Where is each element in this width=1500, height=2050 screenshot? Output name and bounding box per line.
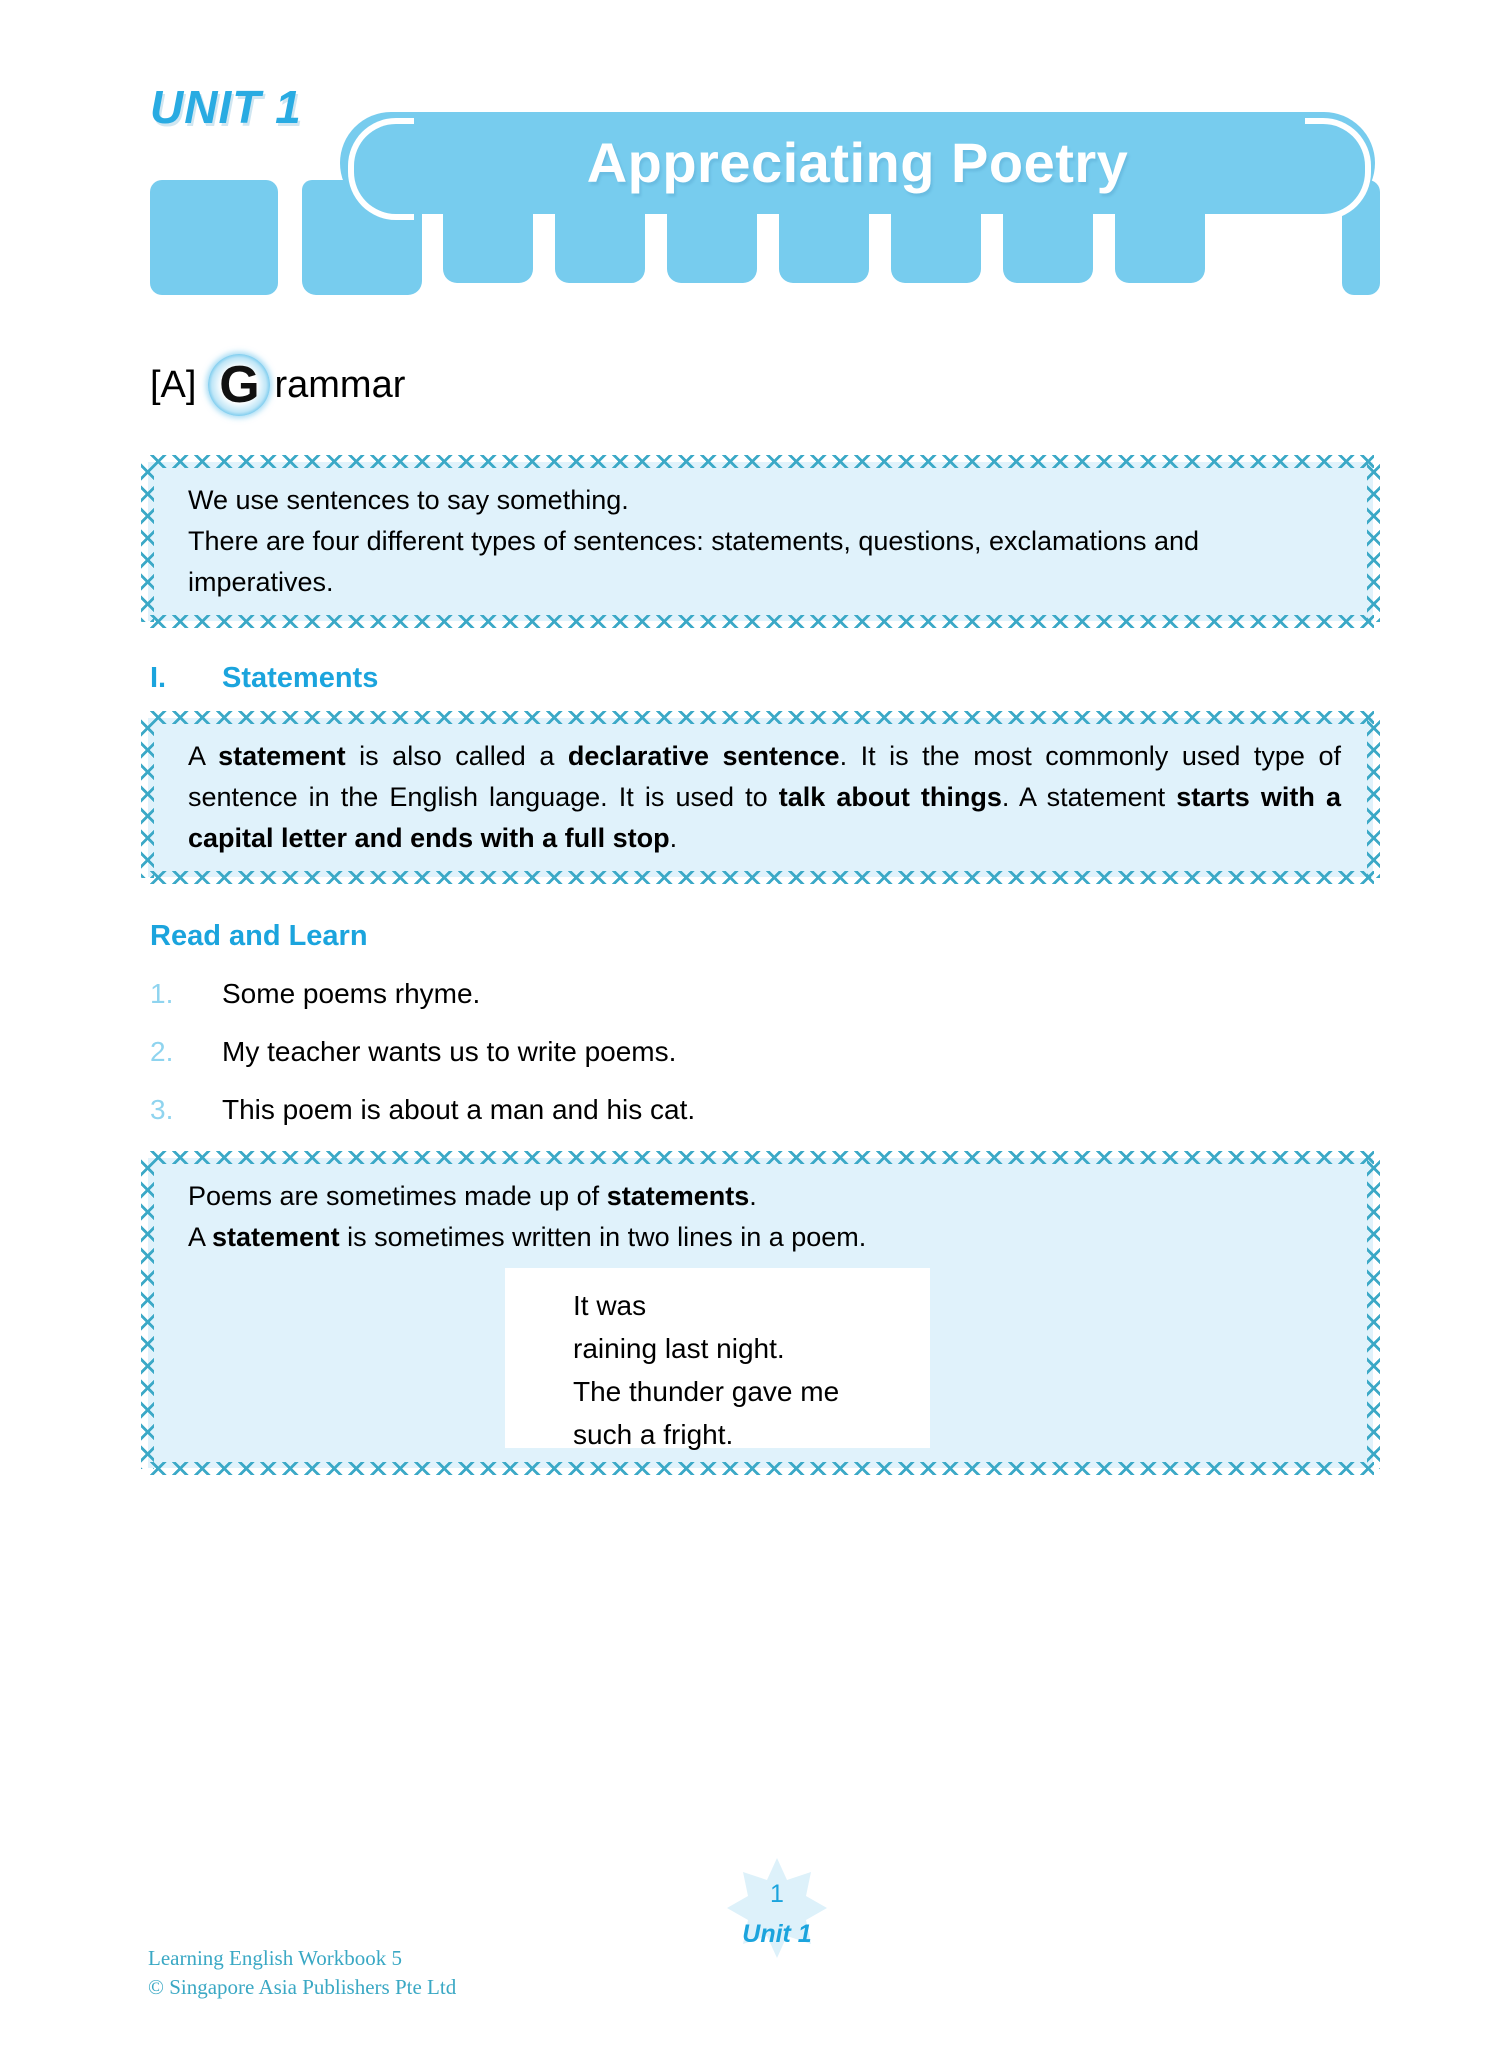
section-a-label: rammar (274, 363, 406, 406)
intro-line-1: We use sentences to say something. (188, 485, 629, 515)
zigzag-edge-left (141, 461, 154, 622)
page-title: Appreciating Poetry (586, 131, 1129, 194)
poems-l1-pre: Poems are sometimes made up of (188, 1181, 607, 1211)
section-number: I. (150, 662, 167, 694)
page-number-badge (697, 1858, 857, 1978)
badge-unit-label: Unit 1 (742, 1920, 812, 1948)
stmt-bold-2: declarative sentence (567, 741, 840, 771)
footer-copyright: © Singapore Asia Publishers Pte Ltd (148, 1975, 457, 1999)
list-item-text: My teacher wants us to write poems. (222, 1036, 677, 1067)
read-and-learn-heading: Read and Learn (150, 920, 368, 952)
grammar-badge-icon (208, 354, 270, 416)
list-item-number: 3. (150, 1094, 174, 1125)
stmt-part-3: . It is the most commonly used type of sentence in the English language. It is used to (188, 741, 1341, 812)
unit-label: UNIT 1 (150, 81, 302, 133)
list-item-text: This poem is about a man and his cat. (222, 1094, 696, 1125)
stmt-part-2: is also called a (345, 741, 568, 771)
page-header (150, 70, 1380, 315)
stmt-part-4: . A statement (1001, 782, 1177, 812)
zigzag-edge-right (1367, 1157, 1380, 1469)
read-and-learn-list (150, 978, 1150, 1152)
poems-l2-pre: A (188, 1222, 213, 1252)
badge-letter: G (219, 356, 260, 414)
stmt-bold-1: statement (218, 741, 346, 771)
footer-credit (148, 1944, 456, 2002)
poem-line: raining last night. (573, 1333, 785, 1364)
statements-info-box (148, 718, 1373, 877)
list-item (150, 1094, 1150, 1152)
list-item (150, 1036, 1150, 1094)
stmt-part-1: A (188, 741, 219, 771)
poems-l2-post: is sometimes written in two lines in a poem. (339, 1222, 867, 1252)
section-heading-statements: Statements (222, 662, 379, 694)
poem-excerpt-box (505, 1268, 930, 1448)
list-item-text: Some poems rhyme. (222, 978, 481, 1009)
section-a-heading (150, 355, 405, 415)
poem-line: The thunder gave me (573, 1376, 840, 1407)
list-item-number: 2. (150, 1036, 174, 1067)
poems-l2-bold: statement (212, 1222, 340, 1252)
section-letter: [A] (150, 363, 197, 406)
header-tab-block (150, 180, 278, 295)
poems-l1-bold: statements (606, 1181, 750, 1211)
statements-definition (188, 736, 1341, 859)
zigzag-edge-left (141, 717, 154, 878)
zigzag-edge-left (141, 1157, 154, 1469)
poems-line-1 (188, 1176, 1341, 1217)
stmt-bold-3: talk about things (778, 782, 1002, 812)
zigzag-edge-right (1367, 461, 1380, 622)
intro-line-2: There are four different types of sentences: statements, questions, exclamations and imperatives. (188, 526, 1200, 597)
stmt-part-5: . (669, 823, 678, 853)
list-item-number: 1. (150, 978, 174, 1009)
zigzag-edge-right (1367, 717, 1380, 878)
poem-line: It was (573, 1290, 647, 1321)
intro-info-box (148, 462, 1373, 621)
poem-line: such a fright. (573, 1419, 734, 1450)
stmt-bold-4: starts with a capital letter and ends with a full stop (188, 782, 1341, 853)
poems-l1-post: . (749, 1181, 757, 1211)
footer-book-title: Learning English Workbook 5 (148, 1946, 402, 1970)
page-number: 1 (770, 1880, 784, 1908)
list-item (150, 978, 1150, 1036)
poems-line-2 (188, 1217, 1341, 1258)
